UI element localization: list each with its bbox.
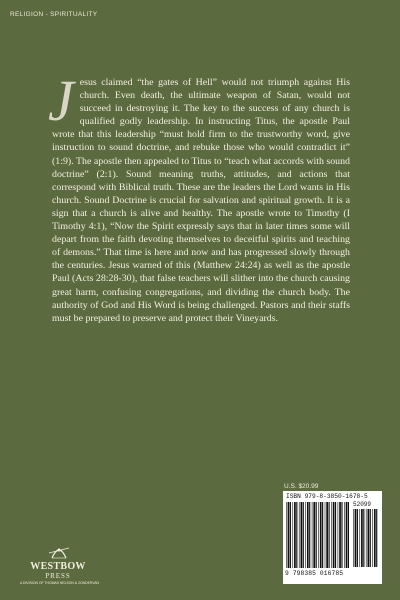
publisher-name: WESTBOW	[30, 561, 86, 572]
barcode-bar	[333, 502, 335, 568]
barcode-bar	[335, 502, 336, 568]
barcode-bar	[290, 502, 291, 568]
barcode-bar	[301, 502, 303, 568]
publisher-sub: PRESS	[45, 572, 71, 580]
barcode-bar	[316, 502, 317, 568]
barcode-bar	[320, 502, 322, 568]
barcode-bar	[309, 502, 310, 568]
barcode-bar	[326, 502, 328, 568]
barcode-addon-bars	[353, 509, 379, 567]
barcode-bar	[329, 502, 330, 568]
barcode-bar	[374, 509, 376, 567]
barcode-bar	[359, 509, 360, 567]
barcode-bar	[370, 509, 371, 567]
price-code: 52099	[353, 501, 372, 508]
barcode-bar	[353, 509, 354, 567]
barcode-bar	[288, 502, 290, 568]
barcode-bar	[296, 502, 297, 568]
barcode-bar	[344, 502, 345, 568]
barcode-bar	[355, 509, 357, 567]
barcode-bar	[363, 509, 364, 567]
barcode-bar	[286, 502, 287, 568]
barcode-bar	[357, 509, 358, 567]
barcode-bar	[294, 502, 296, 568]
barcode-bar	[361, 509, 363, 567]
barcode-bar	[322, 502, 323, 568]
barcode-digits: 9 798385 016785	[285, 570, 344, 577]
barcode-bar	[299, 502, 300, 568]
back-cover-blurb	[48, 68, 350, 325]
isbn-barcode	[283, 491, 382, 584]
barcode-bar	[348, 502, 349, 568]
barcode-bar	[305, 502, 306, 568]
barcode-bar	[325, 502, 326, 568]
blurb-text: esus claimed “the gates of Hell” would not triumph against His church. Even death, the ultimate weapon of Satan, would not succeed in destroying it. The key to the success of any church is qualified godly leadership. In instructing Titus, the apostle Paul wrote that this leadership “must hold firm to the trustworthy word, give instruction to sound doctrine, and rebuke those who would contradict it” (1:9). The apostle then appealed to Titus to “teach what accords with sound doctrine” (2:1). Sound meaning truths, attitudes, and actions that correspond with Biblical truth. These are the leaders the Lord wants in His church. Sound Doctrine is crucial for salvation and spiritual growth. It is a sign that a church is alive and healthy. The apostle wrote to Timothy (I Timothy 4:1), “Now the Spirit expressly says that in later times some will depart from the faith devoting themselves to deceitful spirits and teaching of demons.” That time is here and now and has progressed slowly through the centuries. Jesus warned of this (Matthew 24:24) as well as the apostle Paul (Acts 28:28-30), that false teachers will slither into the church causing great harm, confusing congregations, and dividing the church body. The authority of God and His Word is being challenged. Pastors and their staffs must be prepared to preserve and protect their Vineyards.	[52, 77, 350, 324]
barcode-bar	[339, 502, 341, 568]
isbn-text: ISBN 979-8-3850-1678-5	[286, 493, 368, 500]
barcode-main-bars	[286, 502, 350, 568]
barcode-bar	[303, 502, 304, 568]
barcode-bar	[346, 502, 348, 568]
barcode-bar	[338, 502, 339, 568]
barcode-bar	[341, 502, 342, 568]
category-label: RELIGION - SPIRITUALITY	[10, 11, 98, 18]
barcode-bar	[292, 502, 293, 568]
barcode-bar	[312, 502, 313, 568]
archer-logo-icon	[48, 544, 70, 560]
barcode-bar	[318, 502, 319, 568]
barcode-bar	[307, 502, 309, 568]
barcode-bar	[366, 509, 367, 567]
publisher-division: A DIVISION OF THOMAS NELSON & ZONDERVAN	[20, 581, 99, 585]
barcode-bar	[368, 509, 370, 567]
barcode-bar	[372, 509, 373, 567]
barcode-bar	[331, 502, 332, 568]
barcode-bar	[313, 502, 315, 568]
price-label: U.S. $20.99	[284, 483, 319, 490]
drop-cap: J	[48, 68, 74, 133]
barcode-bar	[376, 509, 377, 567]
